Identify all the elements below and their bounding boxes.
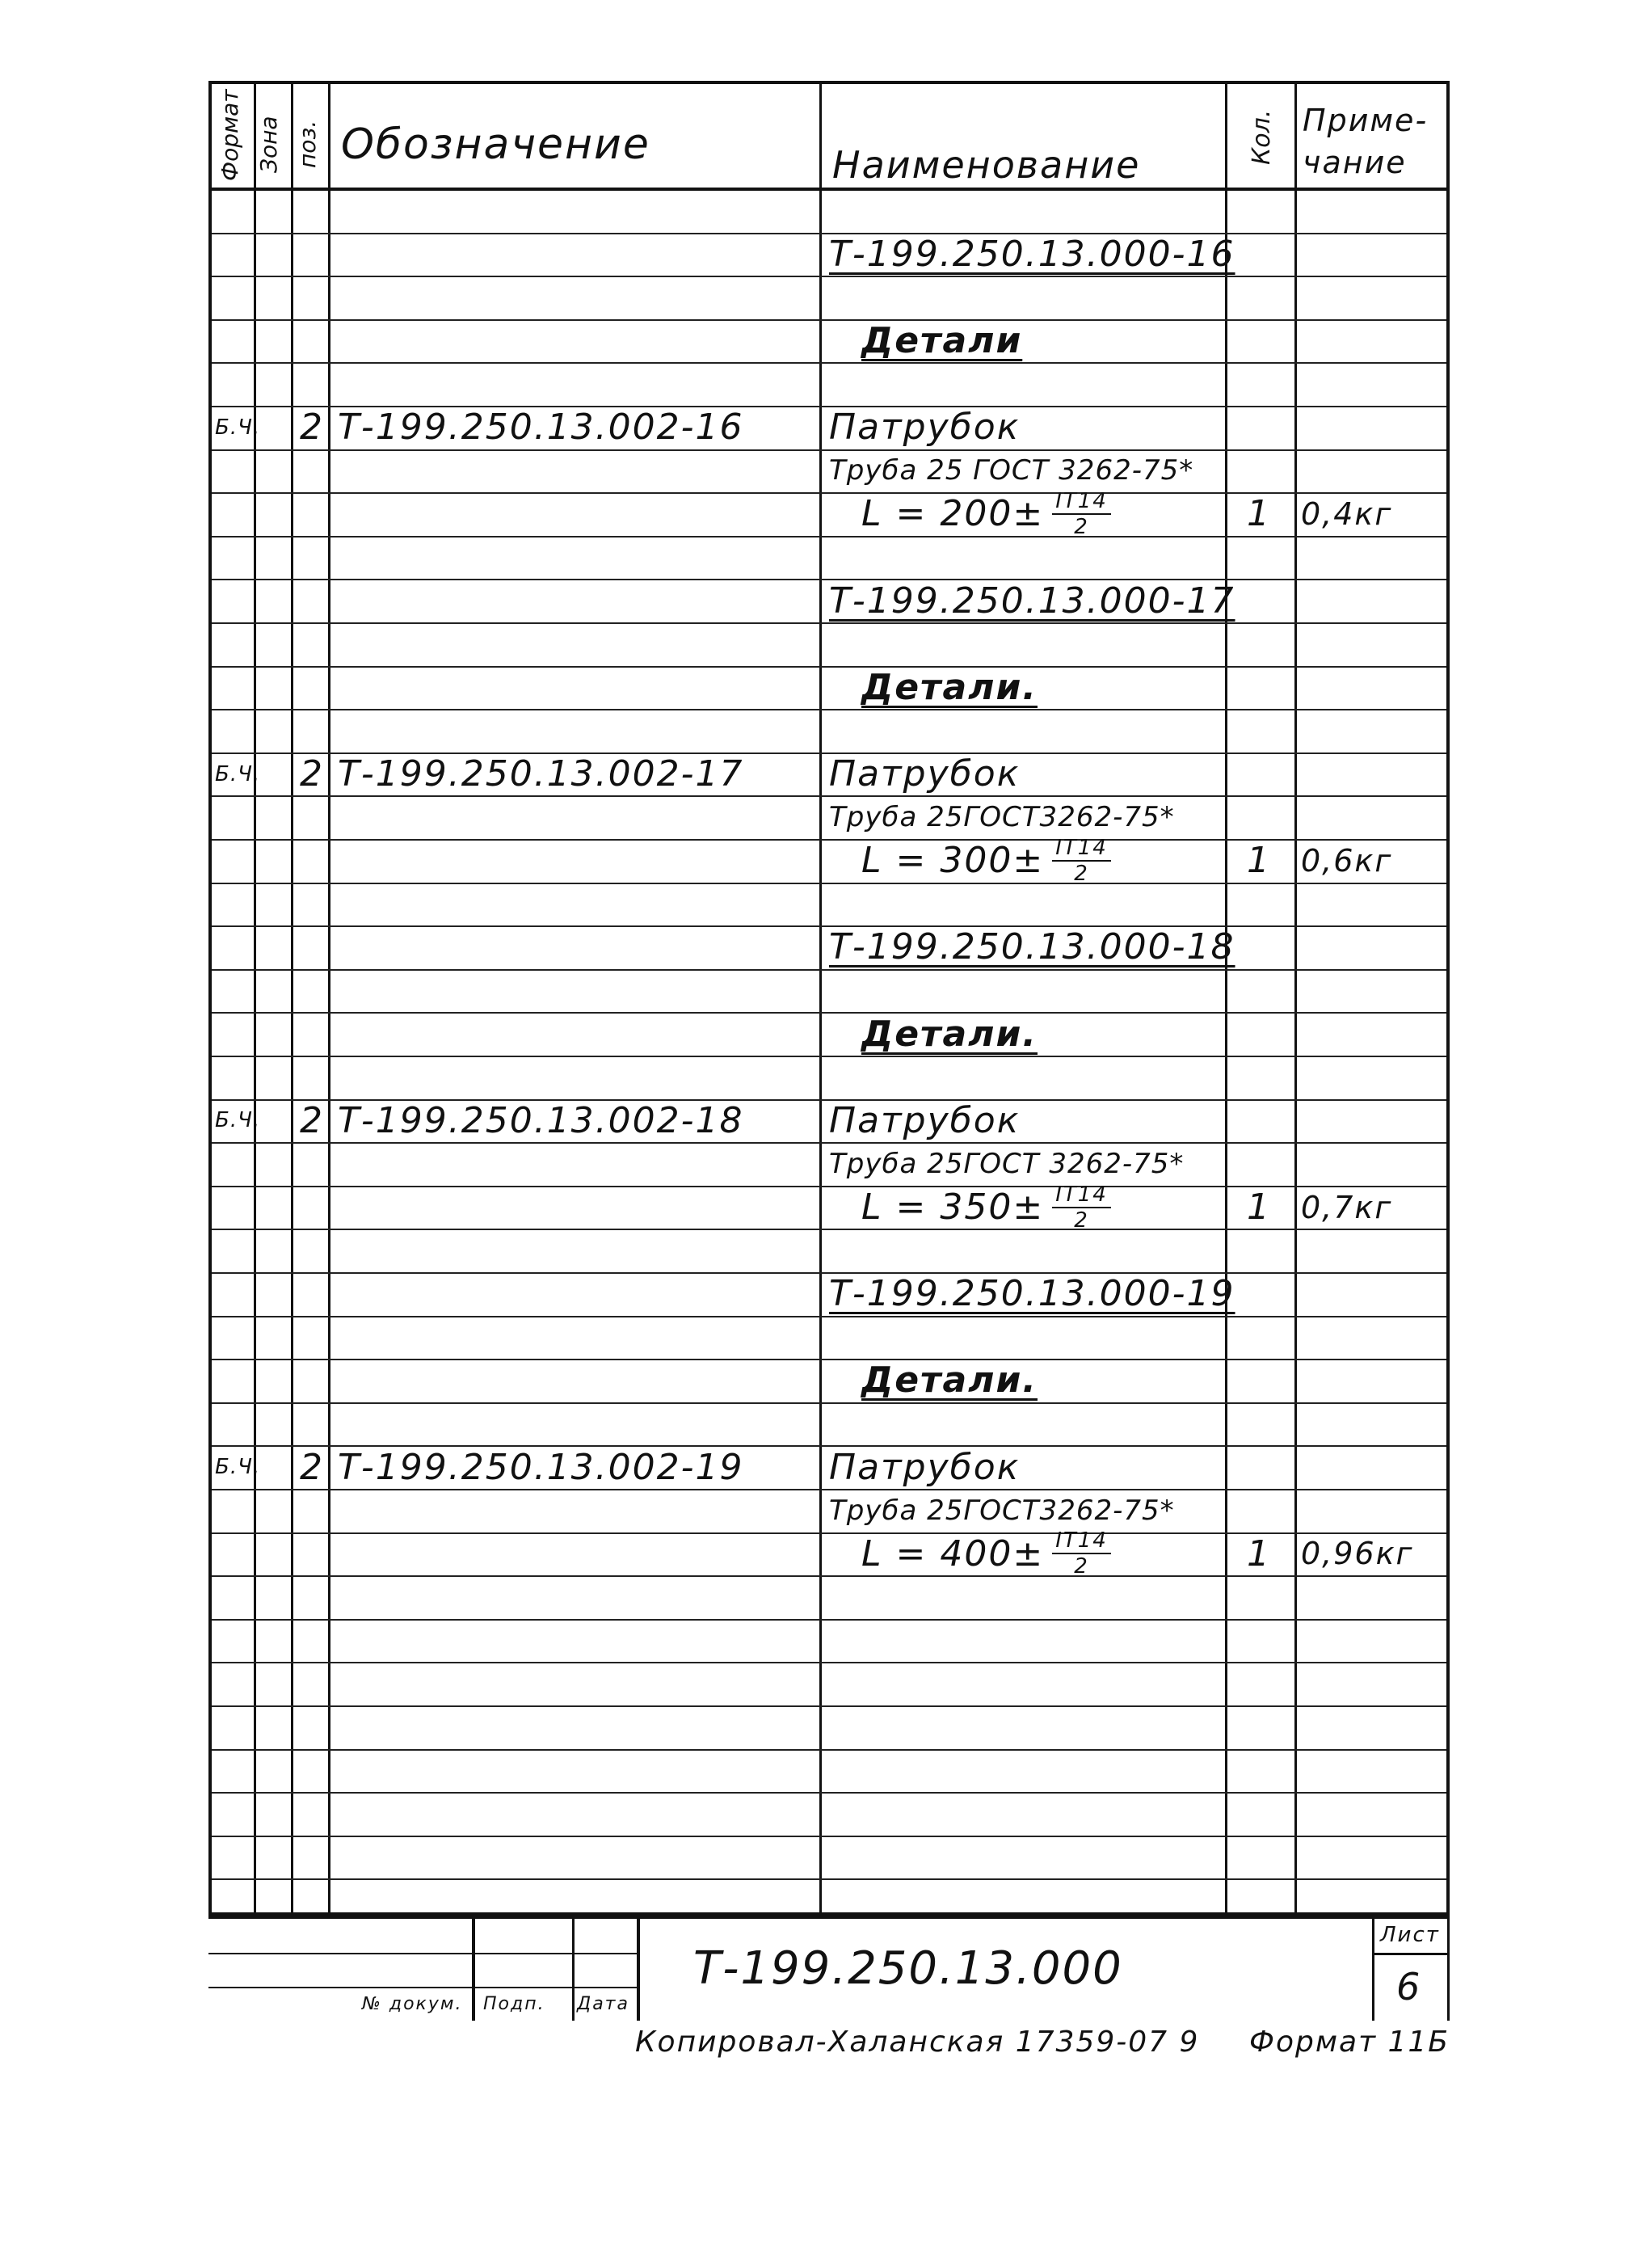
cell-pos: 2 [300,1099,324,1141]
header-zone: Зона [255,116,282,173]
row-divider [212,709,1446,710]
cell-format: Б.Ч. [215,415,261,440]
tolerance-denominator: 2 [1074,861,1089,886]
cell-note: 0,4кг [1301,495,1393,532]
tolerance-denominator: 2 [1074,1554,1089,1579]
row-divider [212,1749,1446,1751]
row-divider [212,276,1446,277]
title-col-doc: № докум. [362,1993,463,2014]
header-pos: поз. [294,120,321,168]
cell-name: Детали. [861,1360,1038,1402]
cell-name: Детали. [861,666,1038,708]
length-value: L = 200± [861,493,1045,535]
cell-note: 0,7кг [1301,1189,1393,1225]
row-divider [212,1619,1446,1621]
tolerance-fraction [1052,837,1111,884]
cell-length [861,835,1111,886]
row-divider [212,1705,1446,1707]
cell-name: Патрубок [829,1099,1021,1141]
cell-qty: 1 [1247,1187,1271,1229]
cell-designation: Т-199.250.13.002-17 [338,753,744,795]
header-divider [212,188,1446,191]
row-divider [212,622,1446,624]
tolerance-fraction [1052,488,1111,539]
cell-name: Т-199.250.13.000-18 [829,926,1235,968]
cell-format: Б.Ч. [215,1455,261,1480]
header-note-2: чание [1303,145,1407,180]
title-col-date: Дата [577,1993,629,2014]
cell-name: Труба 25ГОСТ3262-75* [829,1494,1175,1527]
cell-name: Труба 25ГОСТ3262-75* [829,801,1175,834]
cell-name: Детали [861,320,1023,362]
row-divider [212,1878,1446,1880]
document-number: Т-199.250.13.000 [693,1941,1123,1995]
cell-pos: 2 [300,1446,324,1488]
cell-format: Б.Ч. [215,1108,261,1133]
row-divider [212,1792,1446,1794]
title-block [208,1916,1450,2021]
cell-name: Труба 25 ГОСТ 3262-75* [829,454,1194,487]
cell-name: Т-199.250.13.000-17 [829,580,1235,622]
header-note-1: Приме- [1303,103,1429,138]
cell-name: Труба 25ГОСТ 3262-75* [829,1147,1185,1180]
cell-qty: 1 [1247,840,1271,882]
tolerance-numerator: IT14 [1052,491,1111,515]
tolerance-fraction [1052,1184,1111,1231]
col-line-qty [1294,84,1297,1912]
tolerance-numerator: IT14 [1052,837,1111,862]
title-col-sign: Подп. [483,1993,545,2014]
row-divider [212,1402,1446,1404]
header-designation: Обозначение [341,120,650,169]
cell-qty: 1 [1247,1532,1271,1575]
row-divider [212,1229,1446,1230]
sheet-label: Лист [1380,1923,1440,1947]
cell-note: 0,96кг [1301,1536,1414,1572]
sheet-format: Формат 11Б [1249,2026,1450,2059]
cell-pos: 2 [300,753,324,795]
cell-name: Т-199.250.13.000-19 [829,1273,1235,1315]
specification-table [208,81,1450,1916]
length-value: L = 400± [861,1532,1045,1575]
tolerance-denominator: 2 [1074,1208,1089,1233]
tolerance-fraction [1052,1530,1111,1577]
row-divider [212,1662,1446,1663]
cell-format: Б.Ч. [215,761,261,786]
col-line-designation [819,84,822,1912]
cell-designation: Т-199.250.13.002-18 [338,1099,744,1141]
cell-name: Патрубок [829,753,1021,795]
cell-designation: Т-199.250.13.002-19 [338,1446,744,1488]
tolerance-numerator: IT14 [1052,1184,1111,1208]
length-value: L = 300± [861,840,1045,882]
col-line-format [254,84,256,1912]
row-divider [212,883,1446,884]
col-line-pos [328,84,330,1912]
header-name: Наименование [832,143,1141,187]
cell-length [861,1528,1111,1579]
cell-length [861,488,1111,539]
copied-by: Копировал-Халанская 17359-07 9 [635,2026,1200,2059]
cell-designation: Т-199.250.13.002-16 [338,407,744,449]
row-divider [212,1836,1446,1837]
row-divider [212,536,1446,537]
cell-name: Патрубок [829,407,1021,449]
tolerance-denominator: 2 [1074,514,1089,539]
cell-qty: 1 [1247,493,1271,535]
cell-name: Детали. [861,1013,1038,1055]
row-divider [212,1056,1446,1057]
row-divider [212,1316,1446,1317]
tolerance-numerator: IT14 [1052,1530,1111,1554]
row-divider [212,969,1446,971]
header-format: Формат [217,89,243,181]
cell-note: 0,6кг [1301,842,1393,879]
row-divider [212,362,1446,364]
row-divider [212,1575,1446,1577]
header-qty: Кол. [1248,109,1276,165]
cell-pos: 2 [300,407,324,449]
col-line-zone [291,84,293,1912]
cell-name: Патрубок [829,1446,1021,1488]
cell-name: Т-199.250.13.000-16 [829,233,1235,275]
length-value: L = 350± [861,1187,1045,1229]
cell-length [861,1182,1111,1233]
sheet-number: 6 [1396,1965,1422,2009]
